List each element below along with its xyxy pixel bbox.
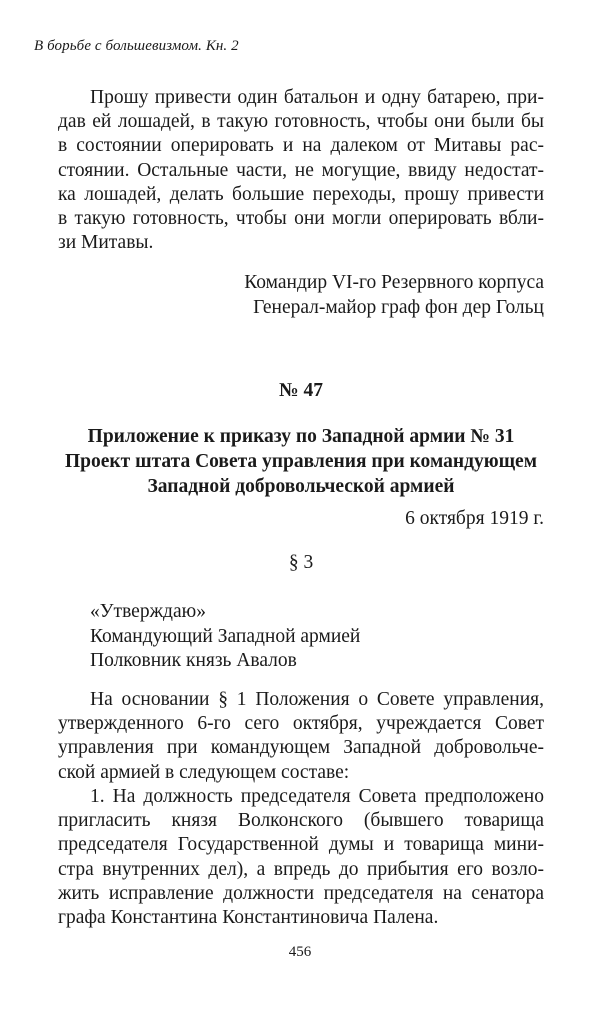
text-line: Прошу привести один батальон и одну батарею, при- xyxy=(90,87,544,108)
section-mark: § 3 xyxy=(288,552,314,573)
text-line: стра внутренних дел), а впредь до прибытия его возло- xyxy=(58,858,544,880)
text-line: утвержденного 6-го сего октября, учреждается Совет xyxy=(58,713,544,735)
text-line: На основании § 1 Положения о Совете управления, xyxy=(90,689,544,710)
text-line: жить исправление должности председателя на сенатора xyxy=(58,882,544,904)
text-line: председателя Государственной думы и товарища мини- xyxy=(58,834,544,856)
signature-line: Генерал-майор граф фон дер Гольц xyxy=(253,296,544,318)
signature-block xyxy=(244,271,544,320)
document-heading xyxy=(58,424,544,499)
running-head: В борьбе с большевизмом. Кн. 2 xyxy=(34,38,239,54)
text-line: стоянии. Остальные части, не могущие, ввиду недостат- xyxy=(58,159,544,181)
heading-line: Западной добровольческой армией xyxy=(147,476,455,497)
heading-line: Проект штата Совета управления при командующем xyxy=(65,451,537,472)
body-paragraph xyxy=(58,785,544,930)
heading-line: Приложение к приказу по Западной армии № 31 xyxy=(87,426,515,447)
text-line: пригласить князя Волконского (бывшего товарища xyxy=(58,810,544,832)
page-number: 456 xyxy=(288,944,312,960)
text-line: управления при командующем Западной добровольче- xyxy=(58,737,544,759)
text-line: в такую готовность, чтобы они могли оперировать вбли- xyxy=(58,208,544,230)
text-line: в состоянии оперировать и на далеком от Митавы рас- xyxy=(58,135,544,157)
signature-line: Командир VI-го Резервного корпуса xyxy=(244,272,544,293)
text-line: дав ей лошадей, в такую готовность, чтобы они были бы xyxy=(58,111,544,133)
approval-line: Полковник князь Авалов xyxy=(90,650,297,671)
text-line: 1. На должность председателя Совета предположено xyxy=(90,786,544,807)
body-paragraph xyxy=(58,688,544,785)
document-date: 6 октября 1919 г. xyxy=(405,508,544,529)
approval-line: «Утверждаю» xyxy=(90,601,206,622)
text-line: ской армией в следующем составе: xyxy=(58,761,350,783)
text-line: зи Митавы. xyxy=(58,232,154,254)
text-line: графа Константина Константиновича Палена. xyxy=(58,907,439,929)
approval-block xyxy=(90,600,360,674)
document-number: № 47 xyxy=(279,380,323,401)
text-line: ка лошадей, делать большие переходы, прошу привести xyxy=(58,183,544,205)
approval-line: Командующий Западной армией xyxy=(90,625,361,647)
top-paragraph xyxy=(58,86,544,255)
